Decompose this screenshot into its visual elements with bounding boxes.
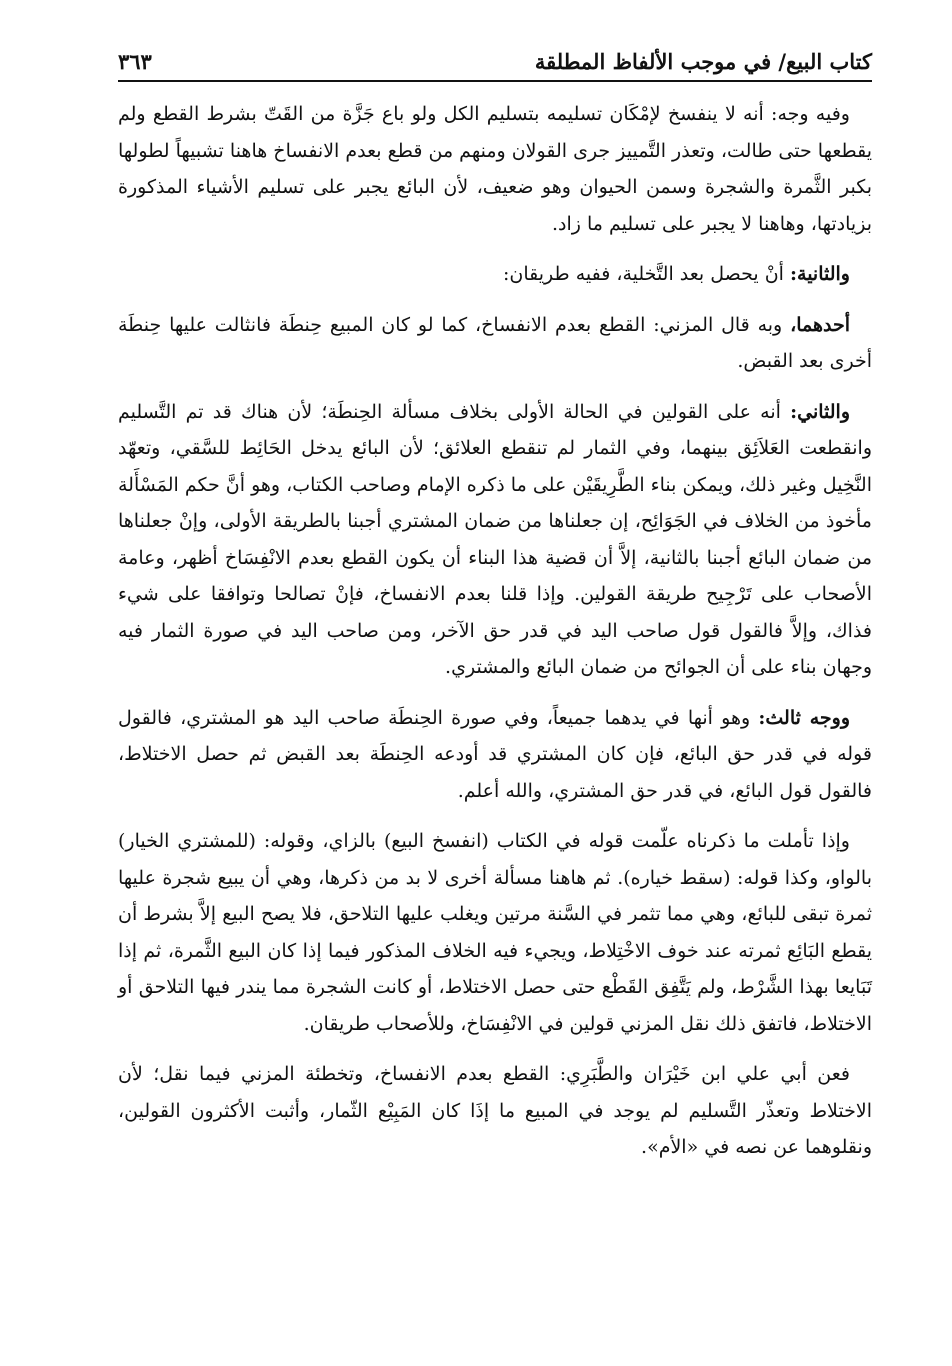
paragraph xyxy=(118,96,872,242)
paragraph-lead: ووجه ثالث: xyxy=(758,706,850,729)
paragraph-lead: أحدهما، xyxy=(790,313,850,336)
running-title: كتاب البيع/ في موجب الألفاظ المطلقة xyxy=(534,49,872,74)
paragraph xyxy=(118,394,872,686)
paragraph xyxy=(118,307,872,380)
paragraph xyxy=(118,1056,872,1166)
paragraph-text: فعن أبي علي ابن خَيْرَان والطَّبَرِي: القطع بعدم الانفساخ، وتخطئة المزني فيما نقل؛ لأن الاختلاط وتعذّر التَّسليم لم يوجد في المبيع ما إذَا كان المَبِيْع الثّمار، وأثبت الأكثرون القولين، ونقلوهما عن نصه في «الأم». xyxy=(118,1063,872,1158)
paragraph xyxy=(118,823,872,1042)
paragraph-text: أنْ يحصل بعد التَّخلية، ففيه طريقان: xyxy=(503,263,790,285)
page-number: ٣٦٣ xyxy=(118,49,152,74)
paragraph xyxy=(118,256,872,293)
paragraph-text: وهو أنها في يدهما جميعاً، وفي صورة الحِنطَة صاحب اليد هو المشتري، فالقول قوله في قدر حق البائع، فإن كان المشتري قد أودعه الحِنطَة بعد القبض ثم حصل الاختلاط، فالقول قول البائع، في قدر حق المشتري، والله أعلم. xyxy=(118,706,872,802)
paragraph-text: وفيه وجه: أنه لا ينفسخ لإمْكَان تسليمه بتسليم الكل ولو باع جَزَّة من القَتّ بشرط القطع ولم يقطعها حتى طالت، وتعذر التَّمييز جرى القولان ومنهم من قطع بعدم الانفساخ هاهنا تشبيهاً لطولها بكبر الثَّمرة والشجرة وسمن الحيوان وهو ضعيف، لأن البائع يجبر على تسليم الأشياء المذكورة بزيادتها، وهاهنا لا يجبر على تسليم ما زاد. xyxy=(118,103,872,235)
page-body xyxy=(118,96,872,1180)
paragraph-lead: والثانية: xyxy=(790,263,850,285)
paragraph-lead: والثاني: xyxy=(790,400,850,423)
page-header xyxy=(118,38,872,82)
paragraph-text: وإذا تأملت ما ذكرناه علّمت قوله في الكتاب (انفسخ البيع) بالزاي، وقوله: (للمشتري الخيار) بالواو، وكذا قوله: (سقط خياره). ثم هاهنا مسألة أخرى لا بد من ذكرها، وهي أن يبيع شجرة عليها ثمرة تبقى للبائع، وهي مما تثمر في السَّنة مرتين ويغلب عليها التلاحق، فلا يصح البيع إلاَّ بشرط أن يقطع البَائِع ثمرته عند خوف الاخْتِلاط، ويجيء فيه الخلاف المذكور فيما إذا كان البيع الثَّمرة، ثم إذا تَبَايعا بهذا الشَّرْط، ولم يَتَّفِق القَطْع حتى حصل الاختلاط، أو كانت الشجرة مما يندر فيها التلاحق أو الاختلاط، فاتفق ذلك نقل المزني قولين في الانْفِسَاخ، وللأصحاب طريقان. xyxy=(118,830,872,1035)
paragraph-text: أنه على القولين في الحالة الأولى بخلاف مسألة الحِنطَة؛ لأن هناك قد تم التَّسليم وانقطعت العَلاَئِق بينهما، وفي الثمار لم تنقطع العلائق؛ لأن البائع يدخل الحَائِط للسَّقي، وتعهّد النَّخِيل وغير ذلك، ويمكن بناء الطَّرِيقَيْن على ما ذكره الإمام وصاحب الكتاب، وهو أنَّ حكم المَسْأَلة مأخوذ من الخلاف في الجَوَائِح، إن جعلناها من ضمان المشتري أجبنا بالطريقة الأولى، وإنْ جعلناها من ضمان البائع أجبنا بالثانية، إلاَّ أن قضية هذا البناء أن يكون القطع بعدم الانْفِسَاخ أظهر، وعامة الأصحاب على تَرْجِيح طريقة القولين. وإذا قلنا بعدم الانفساخ، فإنْ تصالحا وتوافقا على شيء فذاك، وإلاَّ فالقول قول صاحب اليد في قدر حق الآخر، ومن صاحب اليد في صورة الثمار فيه وجهان بناء على أن الجوائح من ضمان البائع والمشتري. xyxy=(118,400,872,678)
paragraph-text: وبه قال المزني: القطع بعدم الانفساخ، كما لو كان المبيع حِنطَة فانثالت عليها حِنطَة أخرى بعد القبض. xyxy=(118,313,872,372)
paragraph xyxy=(118,700,872,810)
